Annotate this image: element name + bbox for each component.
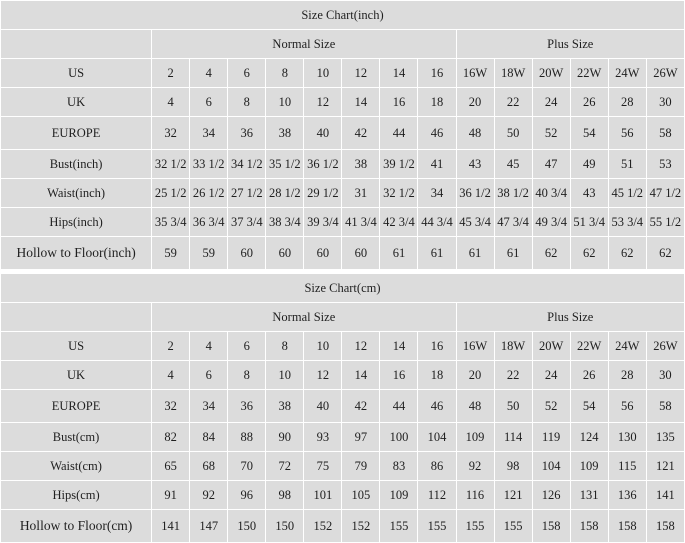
cell: 124 <box>570 423 608 452</box>
table-title-row <box>1 274 685 303</box>
cell: 58 <box>646 117 684 150</box>
cell: 109 <box>380 481 418 510</box>
cell: 39 3/4 <box>304 208 342 237</box>
cell: 29 1/2 <box>304 179 342 208</box>
cell: 16 <box>418 59 456 88</box>
cell: 18W <box>494 59 532 88</box>
cell: 16 <box>380 361 418 390</box>
cell: 24 <box>532 361 570 390</box>
cell: 60 <box>228 237 266 270</box>
row-label-hollow-to-floor: Hollow to Floor(inch) <box>1 237 152 270</box>
group-header-plus-size: Plus Size <box>456 30 684 59</box>
table-row <box>1 59 685 88</box>
row-label-europe: EUROPE <box>1 390 152 423</box>
cell: 115 <box>608 452 646 481</box>
cell: 93 <box>304 423 342 452</box>
row-label-uk: UK <box>1 88 152 117</box>
cell: 32 1/2 <box>152 150 190 179</box>
cell: 10 <box>304 332 342 361</box>
row-label-europe: EUROPE <box>1 117 152 150</box>
row-label-hips: Hips(inch) <box>1 208 152 237</box>
cell: 31 <box>342 179 380 208</box>
cell: 53 3/4 <box>608 208 646 237</box>
size-chart-cm-block <box>0 273 685 543</box>
cell: 40 3/4 <box>532 179 570 208</box>
cell: 141 <box>152 510 190 543</box>
cell: 131 <box>570 481 608 510</box>
cell: 6 <box>228 59 266 88</box>
cell: 91 <box>152 481 190 510</box>
cell: 97 <box>342 423 380 452</box>
cell: 92 <box>456 452 494 481</box>
cell: 8 <box>228 88 266 117</box>
cell: 126 <box>532 481 570 510</box>
cell: 60 <box>304 237 342 270</box>
cell: 47 1/2 <box>646 179 684 208</box>
cell: 4 <box>152 361 190 390</box>
cell: 22 <box>494 88 532 117</box>
cell: 62 <box>646 237 684 270</box>
table-row <box>1 88 685 117</box>
cell: 36 1/2 <box>456 179 494 208</box>
cell: 47 3/4 <box>494 208 532 237</box>
cell: 20 <box>456 361 494 390</box>
cell: 50 <box>494 390 532 423</box>
cell: 20 <box>456 88 494 117</box>
table-row <box>1 208 685 237</box>
cell: 83 <box>380 452 418 481</box>
table-row <box>1 361 685 390</box>
cell: 155 <box>494 510 532 543</box>
table-row <box>1 481 685 510</box>
row-label-hips: Hips(cm) <box>1 481 152 510</box>
cell: 52 <box>532 390 570 423</box>
page-title-cm: Size Chart(cm) <box>1 274 685 303</box>
cell: 20W <box>532 59 570 88</box>
cell: 104 <box>418 423 456 452</box>
cell: 65 <box>152 452 190 481</box>
table-row <box>1 452 685 481</box>
cell: 33 1/2 <box>190 150 228 179</box>
cell: 14 <box>342 88 380 117</box>
cell: 147 <box>190 510 228 543</box>
cell: 8 <box>266 332 304 361</box>
cell: 32 1/2 <box>380 179 418 208</box>
row-label-bust: Bust(inch) <box>1 150 152 179</box>
cell: 61 <box>494 237 532 270</box>
cell: 109 <box>570 452 608 481</box>
row-label-waist: Waist(cm) <box>1 452 152 481</box>
corner-cell <box>1 303 152 332</box>
cell: 16 <box>380 88 418 117</box>
cell: 16W <box>456 332 494 361</box>
cell: 158 <box>570 510 608 543</box>
cell: 18W <box>494 332 532 361</box>
cell: 114 <box>494 423 532 452</box>
cell: 43 <box>570 179 608 208</box>
cell: 38 1/2 <box>494 179 532 208</box>
row-label-us: US <box>1 332 152 361</box>
cell: 40 <box>304 390 342 423</box>
cell: 14 <box>380 332 418 361</box>
cell: 12 <box>304 361 342 390</box>
cell: 26W <box>646 332 684 361</box>
cell: 158 <box>608 510 646 543</box>
cell: 35 3/4 <box>152 208 190 237</box>
cell: 84 <box>190 423 228 452</box>
cell: 42 <box>342 117 380 150</box>
cell: 36 3/4 <box>190 208 228 237</box>
cell: 42 <box>342 390 380 423</box>
cell: 158 <box>646 510 684 543</box>
cell: 53 <box>646 150 684 179</box>
row-label-us: US <box>1 59 152 88</box>
cell: 24W <box>608 332 646 361</box>
cell: 59 <box>190 237 228 270</box>
table-row <box>1 150 685 179</box>
cell: 6 <box>190 361 228 390</box>
cell: 36 <box>228 117 266 150</box>
cell: 98 <box>494 452 532 481</box>
cell: 32 <box>152 390 190 423</box>
group-header-normal-size: Normal Size <box>152 30 456 59</box>
cell: 51 3/4 <box>570 208 608 237</box>
cell: 62 <box>570 237 608 270</box>
cell: 18 <box>418 361 456 390</box>
cell: 22W <box>570 332 608 361</box>
cell: 101 <box>304 481 342 510</box>
cell: 48 <box>456 117 494 150</box>
cell: 28 1/2 <box>266 179 304 208</box>
cell: 100 <box>380 423 418 452</box>
cell: 14 <box>380 59 418 88</box>
cell: 32 <box>152 117 190 150</box>
cell: 42 3/4 <box>380 208 418 237</box>
cell: 60 <box>342 237 380 270</box>
cell: 38 <box>266 117 304 150</box>
cell: 75 <box>304 452 342 481</box>
cell: 41 3/4 <box>342 208 380 237</box>
cell: 55 1/2 <box>646 208 684 237</box>
table-row <box>1 117 685 150</box>
cell: 59 <box>152 237 190 270</box>
cell: 12 <box>342 59 380 88</box>
table-row <box>1 390 685 423</box>
cell: 82 <box>152 423 190 452</box>
cell: 36 <box>228 390 266 423</box>
table-group-header-row <box>1 30 685 59</box>
cell: 28 <box>608 88 646 117</box>
table-title-row <box>1 1 685 30</box>
cell: 152 <box>304 510 342 543</box>
row-label-uk: UK <box>1 361 152 390</box>
cell: 34 <box>190 390 228 423</box>
cell: 58 <box>646 390 684 423</box>
cell: 2 <box>152 59 190 88</box>
cell: 158 <box>532 510 570 543</box>
cell: 20W <box>532 332 570 361</box>
group-header-normal-size: Normal Size <box>152 303 456 332</box>
cell: 60 <box>266 237 304 270</box>
cell: 116 <box>456 481 494 510</box>
cell: 34 1/2 <box>228 150 266 179</box>
cell: 16 <box>418 332 456 361</box>
cell: 135 <box>646 423 684 452</box>
cell: 16W <box>456 59 494 88</box>
cell: 4 <box>152 88 190 117</box>
cell: 150 <box>228 510 266 543</box>
cell: 141 <box>646 481 684 510</box>
cell: 8 <box>266 59 304 88</box>
cell: 54 <box>570 117 608 150</box>
cell: 24W <box>608 59 646 88</box>
cell: 25 1/2 <box>152 179 190 208</box>
cell: 22 <box>494 361 532 390</box>
cell: 155 <box>380 510 418 543</box>
cell: 36 1/2 <box>304 150 342 179</box>
row-label-bust: Bust(cm) <box>1 423 152 452</box>
cell: 62 <box>532 237 570 270</box>
cell: 109 <box>456 423 494 452</box>
cell: 51 <box>608 150 646 179</box>
cell: 10 <box>266 88 304 117</box>
cell: 24 <box>532 88 570 117</box>
cell: 48 <box>456 390 494 423</box>
cell: 22W <box>570 59 608 88</box>
cell: 26 1/2 <box>190 179 228 208</box>
cell: 72 <box>266 452 304 481</box>
table-group-header-row <box>1 303 685 332</box>
cell: 52 <box>532 117 570 150</box>
cell: 30 <box>646 88 684 117</box>
cell: 26 <box>570 361 608 390</box>
table-row <box>1 510 685 543</box>
cell: 10 <box>266 361 304 390</box>
cell: 46 <box>418 390 456 423</box>
cell: 38 <box>342 150 380 179</box>
cell: 44 3/4 <box>418 208 456 237</box>
cell: 14 <box>342 361 380 390</box>
cell: 45 1/2 <box>608 179 646 208</box>
cell: 41 <box>418 150 456 179</box>
cell: 6 <box>228 332 266 361</box>
page-title-inch: Size Chart(inch) <box>1 1 685 30</box>
cell: 56 <box>608 117 646 150</box>
cell: 61 <box>456 237 494 270</box>
cell: 105 <box>342 481 380 510</box>
cell: 50 <box>494 117 532 150</box>
cell: 90 <box>266 423 304 452</box>
cell: 121 <box>646 452 684 481</box>
cell: 61 <box>418 237 456 270</box>
cell: 152 <box>342 510 380 543</box>
cell: 155 <box>418 510 456 543</box>
cell: 4 <box>190 59 228 88</box>
cell: 44 <box>380 117 418 150</box>
cell: 150 <box>266 510 304 543</box>
cell: 38 3/4 <box>266 208 304 237</box>
cell: 155 <box>456 510 494 543</box>
cell: 2 <box>152 332 190 361</box>
cell: 44 <box>380 390 418 423</box>
cell: 12 <box>304 88 342 117</box>
cell: 27 1/2 <box>228 179 266 208</box>
cell: 45 <box>494 150 532 179</box>
cell: 45 3/4 <box>456 208 494 237</box>
cell: 46 <box>418 117 456 150</box>
cell: 92 <box>190 481 228 510</box>
cell: 30 <box>646 361 684 390</box>
cell: 98 <box>266 481 304 510</box>
cell: 26W <box>646 59 684 88</box>
cell: 4 <box>190 332 228 361</box>
cell: 121 <box>494 481 532 510</box>
table-row <box>1 423 685 452</box>
cell: 26 <box>570 88 608 117</box>
table-row <box>1 237 685 270</box>
table-row <box>1 332 685 361</box>
corner-cell <box>1 30 152 59</box>
cell: 86 <box>418 452 456 481</box>
cell: 49 <box>570 150 608 179</box>
cell: 61 <box>380 237 418 270</box>
cell: 104 <box>532 452 570 481</box>
cell: 12 <box>342 332 380 361</box>
cell: 112 <box>418 481 456 510</box>
size-chart-inch-table <box>0 0 685 270</box>
cell: 136 <box>608 481 646 510</box>
cell: 54 <box>570 390 608 423</box>
cell: 28 <box>608 361 646 390</box>
row-label-waist: Waist(inch) <box>1 179 152 208</box>
group-header-plus-size: Plus Size <box>456 303 684 332</box>
cell: 130 <box>608 423 646 452</box>
cell: 62 <box>608 237 646 270</box>
cell: 43 <box>456 150 494 179</box>
cell: 35 1/2 <box>266 150 304 179</box>
row-label-hollow-to-floor: Hollow to Floor(cm) <box>1 510 152 543</box>
cell: 6 <box>190 88 228 117</box>
cell: 37 3/4 <box>228 208 266 237</box>
table-row <box>1 179 685 208</box>
cell: 88 <box>228 423 266 452</box>
cell: 79 <box>342 452 380 481</box>
cell: 68 <box>190 452 228 481</box>
size-chart-cm-table <box>0 273 685 543</box>
cell: 49 3/4 <box>532 208 570 237</box>
cell: 34 <box>190 117 228 150</box>
cell: 8 <box>228 361 266 390</box>
cell: 47 <box>532 150 570 179</box>
cell: 96 <box>228 481 266 510</box>
cell: 39 1/2 <box>380 150 418 179</box>
cell: 40 <box>304 117 342 150</box>
cell: 18 <box>418 88 456 117</box>
cell: 10 <box>304 59 342 88</box>
cell: 70 <box>228 452 266 481</box>
cell: 34 <box>418 179 456 208</box>
cell: 119 <box>532 423 570 452</box>
cell: 38 <box>266 390 304 423</box>
cell: 56 <box>608 390 646 423</box>
